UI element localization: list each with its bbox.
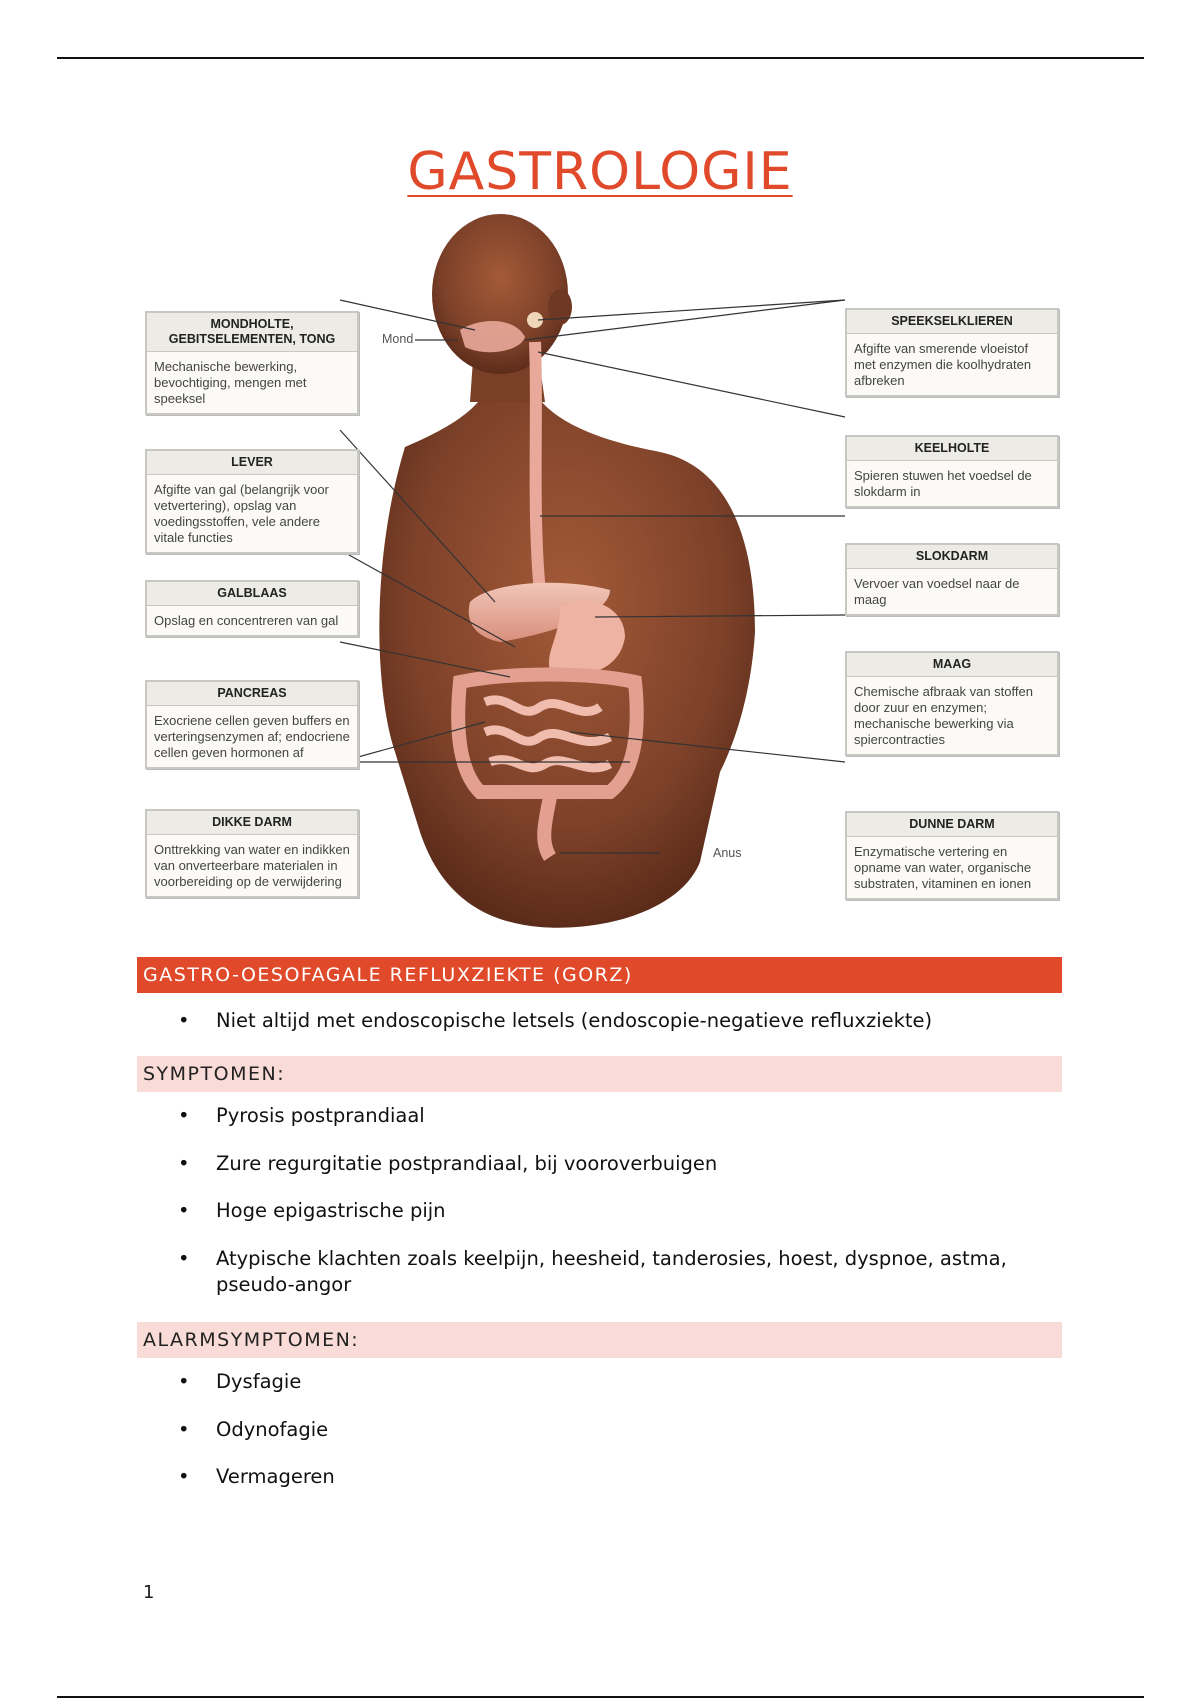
- box-pancreas-head: PANCREAS: [147, 682, 357, 706]
- bullet-icon: •: [178, 1370, 190, 1393]
- digestive-system-figure: [140, 212, 1070, 942]
- box-dikke-darm-head: DIKKE DARM: [147, 811, 357, 835]
- box-lever-body: Afgifte van gal (belangrijk voor vetvertering), opslag van voedingsstoffen, vele andere vitale functies: [154, 482, 329, 545]
- box-dikke-darm: [145, 809, 359, 898]
- section-heading-gorz: GASTRO-OESOFAGALE REFLUXZIEKTE (GORZ): [137, 957, 1062, 993]
- page-title: GASTROLOGIE: [407, 142, 793, 202]
- box-mondholte-head: MONDHOLTE, GEBITSELEMENTEN, TONG: [147, 313, 357, 352]
- box-maag-head: MAAG: [847, 653, 1057, 677]
- list-item-text: Zure regurgitatie postprandiaal, bij vooroverbuigen: [216, 1152, 718, 1175]
- bottom-rule: [57, 1696, 1144, 1698]
- label-mond: Mond: [382, 332, 414, 346]
- box-speekselklieren-body: Afgifte van smerende vloeistof met enzymen die koolhydraten afbreken: [854, 341, 1032, 388]
- label-anus: Anus: [713, 846, 742, 860]
- box-dunne-darm: [845, 811, 1059, 900]
- box-lever: [145, 449, 359, 554]
- box-galblaas-body: Opslag en concentreren van gal: [154, 613, 339, 628]
- box-dunne-darm-head: DUNNE DARM: [847, 813, 1057, 837]
- box-dikke-darm-body: Onttrekking van water en indikken van onverteerbare materialen in voorbereiding op de verwijdering: [154, 842, 350, 889]
- top-rule: [57, 57, 1144, 59]
- box-slokdarm-body: Vervoer van voedsel naar de maag: [854, 576, 1020, 607]
- bullet-icon: •: [178, 1418, 190, 1441]
- list-item-text: Odynofagie: [216, 1418, 329, 1441]
- box-slokdarm: [845, 543, 1059, 616]
- box-galblaas: [145, 580, 359, 637]
- box-mondholte: [145, 311, 359, 415]
- bullet-icon: •: [178, 1009, 190, 1032]
- box-keelholte-head: KEELHOLTE: [847, 437, 1057, 461]
- bullet-icon: •: [178, 1104, 190, 1127]
- list-item-text: Pyrosis postprandiaal: [216, 1104, 425, 1127]
- section-heading-alarmsymptomen: ALARMSYMPTOMEN:: [137, 1322, 1062, 1358]
- box-pancreas-body: Exocriene cellen geven buffers en verteringsenzymen af; endocriene cellen geven hormonen af: [154, 713, 350, 760]
- esophagus: [535, 342, 540, 592]
- bullet-icon: •: [178, 1247, 190, 1270]
- box-dunne-darm-body: Enzymatische vertering en opname van water, organische substraten, vitaminen en ionen: [854, 844, 1032, 891]
- box-maag: [845, 651, 1059, 756]
- box-galblaas-head: GALBLAAS: [147, 582, 357, 606]
- box-speekselklieren: [845, 308, 1059, 397]
- list-item-text: Vermageren: [216, 1465, 335, 1488]
- box-keelholte-body: Spieren stuwen het voedsel de slokdarm in: [854, 468, 1032, 499]
- list-item-text: Dysfagie: [216, 1370, 302, 1393]
- page-number: 1: [143, 1582, 155, 1603]
- rectum: [544, 797, 550, 857]
- box-slokdarm-head: SLOKDARM: [847, 545, 1057, 569]
- bullet-icon: •: [178, 1152, 190, 1175]
- section-heading-symptomen: SYMPTOMEN:: [137, 1056, 1062, 1092]
- box-speekselklieren-head: SPEEKSELKLIEREN: [847, 310, 1057, 334]
- box-lever-head: LEVER: [147, 451, 357, 475]
- box-keelholte: [845, 435, 1059, 508]
- box-maag-body: Chemische afbraak van stoffen door zuur en enzymen; mechanische bewerking via spiercontracties: [854, 684, 1033, 747]
- list-item-text: Atypische klachten zoals keelpijn, heesheid, tanderosies, hoest, dyspnoe, astma, pseudo-angor: [216, 1247, 1007, 1296]
- bullet-icon: •: [178, 1199, 190, 1222]
- bullet-icon: •: [178, 1465, 190, 1488]
- list-item-text: Niet altijd met endoscopische letsels (endoscopie-negatieve refluxziekte): [216, 1009, 933, 1032]
- box-mondholte-body: Mechanische bewerking, bevochtiging, mengen met speeksel: [154, 359, 307, 406]
- box-pancreas: [145, 680, 359, 769]
- list-item-text: Hoge epigastrische pijn: [216, 1199, 446, 1222]
